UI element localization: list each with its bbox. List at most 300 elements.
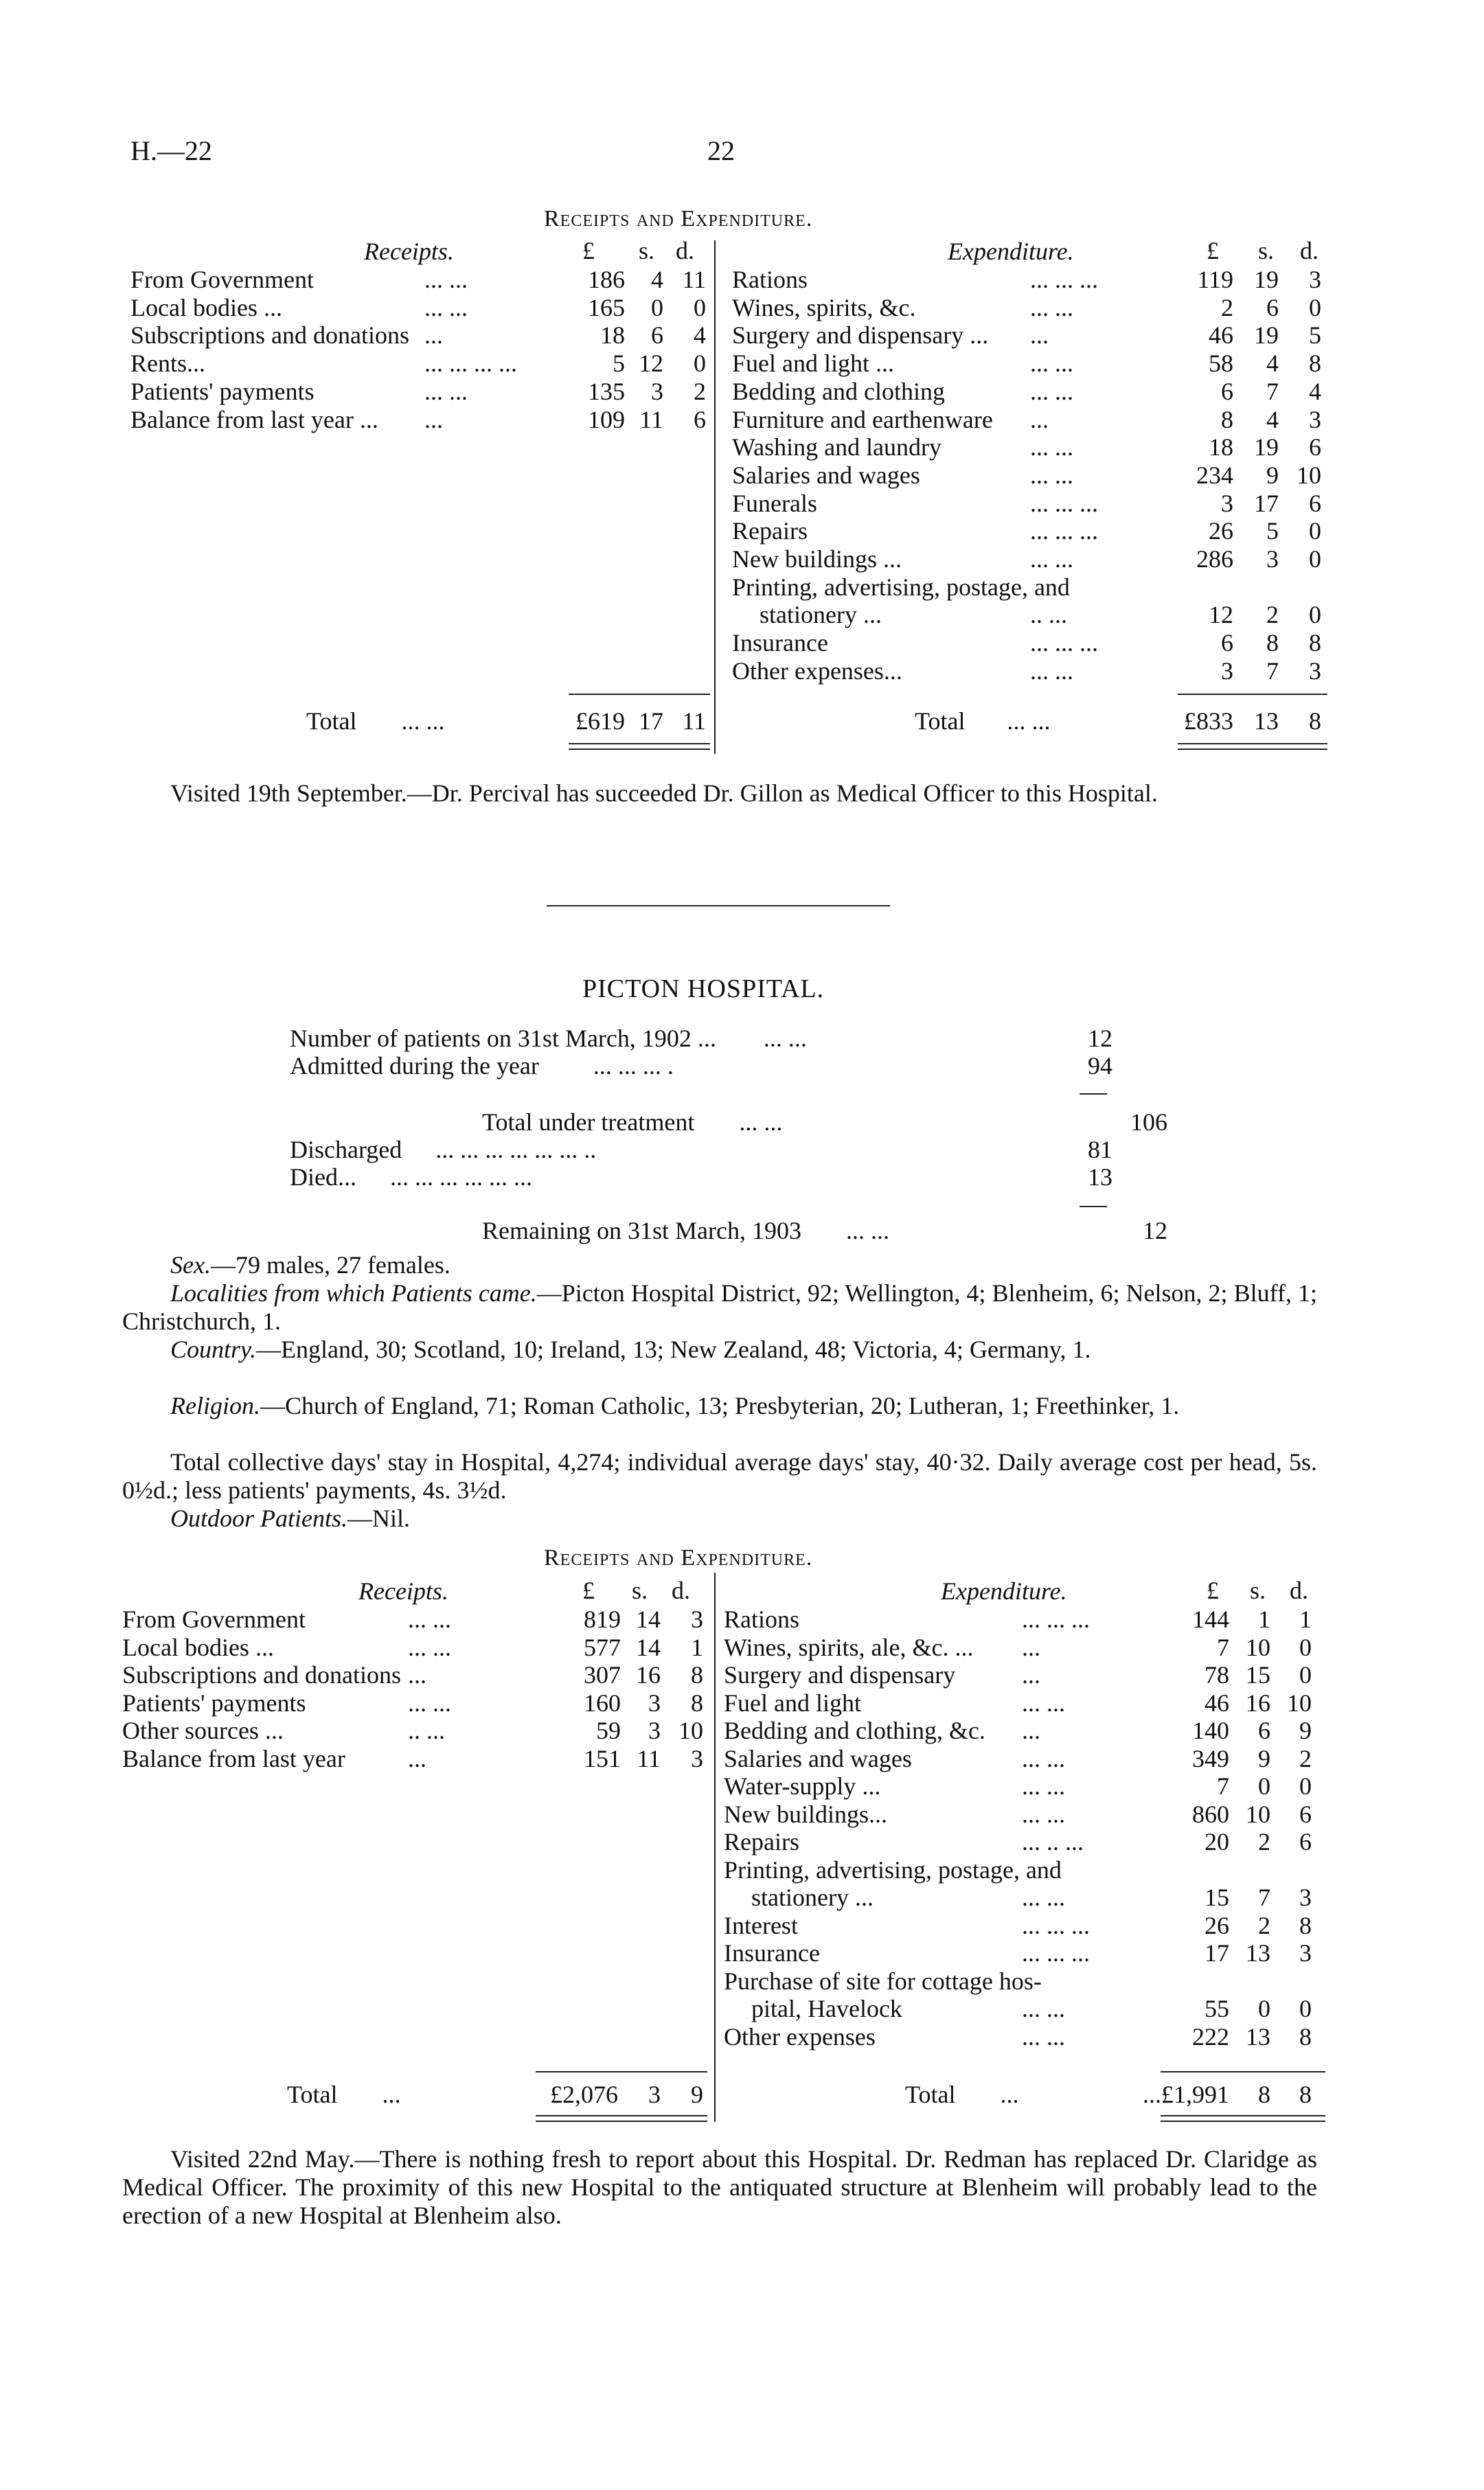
amount-shillings: 14 (636, 1633, 661, 1661)
amount-pence: 3 (691, 1744, 703, 1772)
ledger-row (732, 573, 1070, 601)
amount-shillings: 5 (1266, 517, 1279, 545)
col-pence: d. (1290, 1577, 1308, 1604)
col-pounds: £ (1207, 1577, 1219, 1604)
ledger-label: Patients' payments (122, 1689, 306, 1717)
hospital-title: PICTON HOSPITAL. (582, 974, 825, 1003)
ledger-row (724, 1661, 955, 1689)
ledger-row (724, 1772, 880, 1800)
ledger-label: Purchase of site for cottage hos- (724, 1967, 1042, 1995)
amount-pence: 3 (1309, 656, 1321, 685)
amount-pounds: 3 (1221, 489, 1233, 517)
religion-label: Religion. (170, 1392, 260, 1419)
country-paragraph (122, 1336, 1317, 1364)
ledger-row (724, 1689, 861, 1717)
amount-pence: 2 (694, 377, 706, 405)
ledger-dots: ... (408, 1744, 426, 1772)
ledger-dots: ... ... (1030, 350, 1073, 378)
amount-pence: 6 (1299, 1828, 1312, 1855)
ledger-dots: ... ... (1022, 1800, 1065, 1828)
amount-pounds: 2 (1221, 293, 1233, 321)
amount-shillings: 3 (648, 1689, 661, 1717)
country-text: —England, 30; Scotland, 10; Ireland, 13; New Zealand, 48; Victoria, 4; Germany, 1. (256, 1336, 1091, 1363)
stat-value: 13 (1088, 1163, 1112, 1191)
ledger-row (732, 294, 916, 321)
total-double-rule (1178, 743, 1327, 750)
ledger-label: Rations (732, 266, 808, 293)
expenditure-heading: Expenditure. (948, 238, 1074, 265)
amount-pence: 8 (1309, 350, 1321, 378)
page-reference: H.—22 (130, 135, 212, 166)
ledger-row (732, 517, 808, 545)
amount-shillings: 3 (1266, 545, 1279, 573)
ledger-row (122, 1689, 306, 1717)
total-dots: ... ... (401, 707, 445, 735)
ledger-label: Interest (724, 1911, 798, 1939)
sum-rule (1161, 2071, 1325, 2072)
amount-shillings: 6 (1266, 293, 1279, 321)
amount-pounds: 26 (1205, 1911, 1229, 1939)
stat-value: 106 (1130, 1108, 1167, 1136)
amount-shillings: 14 (636, 1606, 661, 1633)
ledger-label: Other sources ... (122, 1717, 284, 1744)
ledger-row (751, 1995, 902, 2022)
amount-shillings: 0 (1258, 1772, 1270, 1800)
stat-label: Remaining on 31st March, 1903 (482, 1217, 801, 1244)
amount-pence: 4 (1309, 377, 1321, 405)
col-pence: d. (672, 1577, 690, 1604)
amount-pounds: 46 (1209, 321, 1233, 350)
ledger-label: stationery ... (751, 1884, 874, 1911)
ledger-label: Local bodies ... (122, 1633, 274, 1661)
amount-shillings: 3 (651, 377, 663, 405)
ledger-row (122, 1717, 284, 1744)
amount-pounds: 3 (1221, 656, 1233, 685)
amount-pence: 0 (1299, 1633, 1312, 1661)
ledger-label: Furniture and earthenware (732, 405, 993, 433)
ledger-dots: ... ... ... (1030, 629, 1098, 657)
amount-shillings: 13 (1246, 2022, 1270, 2051)
amount-pence: 0 (694, 293, 706, 321)
sum-rule (1080, 1093, 1107, 1095)
ledger-row (724, 1939, 820, 1967)
amount-pounds: 5 (613, 350, 625, 378)
col-pounds: £ (1207, 237, 1219, 264)
ledger-row (760, 601, 882, 628)
amount-pounds: 140 (1192, 1717, 1229, 1744)
ledger-label: Water-supply ... (724, 1772, 881, 1800)
amount-pence: 8 (1309, 629, 1321, 657)
amount-pounds: 26 (1209, 517, 1233, 545)
ledger-label: Surgery and dispensary ... (732, 321, 989, 350)
amount-pence: 0 (1309, 517, 1321, 545)
amount-shillings: 4 (1266, 350, 1279, 378)
stat-label: Discharged (290, 1136, 402, 1163)
amount-pence: 9 (1299, 1717, 1312, 1744)
receipts-total-amount: £619 (575, 707, 625, 735)
ledger-label: Rents... (130, 350, 206, 378)
receipts-heading: Receipts. (364, 238, 454, 265)
ledger-label: stationery ... (760, 601, 882, 629)
col-pounds: £ (582, 1577, 595, 1604)
ledger-row (724, 1606, 799, 1633)
total-label: Total (905, 2081, 956, 2108)
amount-pounds: 860 (1192, 1800, 1229, 1828)
ledger-row (724, 1828, 799, 1855)
amount-pounds: 58 (1209, 350, 1233, 378)
ledger-dots: ... ... (1030, 377, 1073, 405)
ledger-dots: ... (424, 405, 443, 433)
stay-paragraph (122, 1448, 1317, 1505)
ledger-dots: ... ... (1030, 545, 1073, 573)
ledger-row (122, 1661, 401, 1689)
died-row (290, 1163, 532, 1191)
amount-pounds: 17 (1205, 1939, 1229, 1967)
section1-title: Receipts and Expenditure. (544, 206, 813, 231)
col-pence: d. (676, 237, 694, 264)
expenditure-total-shillings: 8 (1258, 2081, 1270, 2108)
amount-shillings: 9 (1258, 1744, 1270, 1772)
ledger-label: Fuel and light ... (732, 350, 894, 378)
amount-shillings: 7 (1266, 377, 1279, 405)
amount-pounds: 18 (600, 321, 625, 350)
amount-shillings: 19 (1254, 321, 1279, 350)
amount-pounds: 78 (1205, 1661, 1229, 1689)
ledger-row (732, 266, 808, 293)
column-divider (714, 240, 716, 754)
total-label: Total (306, 707, 357, 735)
expenditure-total-label (905, 2081, 1018, 2108)
stat-label: Number of patients on 31st March, 1902 ... (290, 1025, 716, 1052)
note-text: Visited 22nd May.—There is nothing fresh to report about this Hospital. Dr. Redman has replaced Dr. Claridge as Medical Officer. The proximity of this new Hospital to the antiquated structure at Blenheim will probably lead to the erection of a new Hospital at Blenheim also. (122, 2145, 1317, 2229)
ledger-label: Balance from last year ... (130, 405, 378, 433)
stat-dots: ... ... ... ... ... ... (389, 1163, 532, 1191)
ledger-dots: ... (1022, 1661, 1040, 1689)
section-separator (547, 905, 890, 906)
amount-pounds: 6 (1221, 377, 1233, 405)
amount-shillings: 2 (1266, 601, 1279, 629)
stay-text: Total collective days' stay in Hospital, 4,274; individual average days' stay, 40·32. Daily average cost per head, 5s. 0½d.; less patients' payments, 4s. 3½d. (122, 1448, 1317, 1504)
outdoor-paragraph (122, 1505, 1317, 1533)
ledger-row (130, 406, 378, 433)
total-double-rule (569, 743, 710, 750)
localities-paragraph (122, 1279, 1317, 1336)
amount-pence: 3 (1309, 266, 1321, 293)
amount-shillings (1232, 1856, 1270, 1884)
ledger-row (724, 1801, 887, 1828)
expenditure-total-amount: £833 (1184, 707, 1233, 735)
amount-pence: 8 (1299, 1911, 1312, 1939)
sex-label: Sex. (170, 1251, 211, 1279)
amount-pence: 3 (1299, 1884, 1312, 1911)
amount-pounds: 119 (1197, 266, 1233, 293)
total-double-rule (1161, 2115, 1325, 2122)
amount-pounds: 151 (584, 1744, 621, 1772)
ledger-dots: ... ... (1022, 1744, 1065, 1772)
section2-note (122, 2145, 1317, 2230)
amount-pence: 0 (1309, 545, 1321, 573)
ledger-label: Insurance (732, 629, 828, 657)
ledger-row (130, 266, 314, 293)
ledger-row (732, 461, 920, 489)
localities-label: Localities from which Patients came. (170, 1279, 537, 1307)
amount-pence: 11 (682, 266, 706, 293)
ledger-row (751, 1884, 874, 1911)
amount-pounds: 144 (1192, 1606, 1229, 1633)
stat-dots: ... ... ... . (593, 1052, 674, 1080)
sex-text: —79 males, 27 females. (210, 1251, 450, 1279)
amount-pounds (1177, 573, 1233, 601)
ledger-label: Washing and laundry (732, 433, 942, 461)
amount-shillings: 9 (1266, 461, 1279, 489)
ledger-row (130, 378, 314, 405)
ledger-label: Salaries and wages (732, 461, 920, 489)
amount-pence: 4 (694, 321, 706, 350)
amount-shillings (1232, 1967, 1270, 1995)
stat-dots: ... ... ... ... ... ... .. (435, 1136, 597, 1163)
ledger-row (732, 378, 945, 405)
ledger-label: Subscriptions and donations (130, 321, 409, 350)
ledger-dots: ... ... ... (1030, 489, 1098, 517)
stat-label: Admitted during the year (290, 1052, 539, 1080)
ledger-row (122, 1606, 306, 1633)
ledger-dots: ... ... (424, 377, 468, 405)
sum-rule (1080, 1206, 1107, 1207)
amount-shillings: 7 (1266, 656, 1279, 685)
section2-title: Receipts and Expenditure. (544, 1545, 813, 1570)
amount-pounds: 59 (596, 1717, 621, 1744)
ledger-label: New buildings ... (732, 545, 902, 573)
total-under-treatment (482, 1108, 782, 1136)
amount-pounds: 165 (588, 293, 625, 321)
sum-rule (569, 694, 710, 695)
ledger-row (732, 350, 894, 377)
stat-value: 12 (1088, 1025, 1112, 1052)
amount-pounds: 18 (1209, 433, 1233, 461)
ledger-row (732, 490, 817, 517)
ledger-label: Fuel and light (724, 1689, 861, 1717)
ledger-label: Repairs (732, 517, 808, 545)
ledger-dots: ... ... (1022, 2022, 1065, 2051)
ledger-label: Balance from last year (122, 1744, 345, 1772)
ledger-label: Other expenses (724, 2022, 876, 2051)
amount-pounds: 6 (1221, 629, 1233, 657)
total-dots: ... (1000, 2081, 1019, 2108)
receipts-total-label (287, 2081, 400, 2108)
amount-pence: 2 (1299, 1744, 1312, 1772)
amount-pounds: 20 (1205, 1828, 1229, 1855)
amount-shillings: 10 (1246, 1633, 1270, 1661)
ledger-dots: ... ... ... ... (424, 350, 517, 378)
amount-shillings: 0 (1258, 1995, 1270, 2022)
amount-pounds: 186 (588, 266, 625, 293)
ledger-dots: ... ... ... (1022, 1939, 1090, 1967)
ledger-dots: ... ... (1030, 461, 1073, 489)
ledger-dots: ... ... (424, 293, 468, 321)
receipts-total-shillings: 3 (648, 2081, 661, 2108)
ledger-row (122, 1634, 274, 1661)
amount-pounds: 55 (1205, 1995, 1229, 2022)
amount-pounds: 8 (1221, 405, 1233, 433)
ledger-row (732, 406, 993, 433)
amount-pence: 8 (691, 1661, 703, 1689)
ledger-row (732, 433, 941, 461)
amount-shillings: 13 (1246, 1939, 1270, 1967)
amount-pounds: 7 (1217, 1772, 1229, 1800)
ledger-dots: ... (1022, 1633, 1040, 1661)
amount-shillings: 19 (1254, 266, 1279, 293)
ledger-label: Insurance (724, 1939, 820, 1967)
ledger-dots: ... .. ... (1022, 1828, 1084, 1855)
amount-pounds: 46 (1205, 1689, 1229, 1717)
remaining-row (482, 1217, 889, 1244)
ledger-label: Rations (724, 1606, 800, 1633)
amount-shillings (1236, 573, 1279, 601)
ledger-label: Other expenses... (732, 656, 902, 685)
ledger-row (130, 294, 282, 321)
amount-shillings: 7 (1258, 1884, 1270, 1911)
ledger-dots: ... ... (408, 1633, 451, 1661)
col-shillings: s. (1250, 1577, 1266, 1604)
ledger-label: Patients' payments (130, 377, 315, 405)
ledger-dots: .. ... (1030, 601, 1067, 629)
ledger-row (724, 1856, 1062, 1884)
ledger-dots: ... ... (408, 1689, 451, 1717)
col-shillings: s. (632, 1577, 648, 1604)
ledger-dots: ... (1022, 1717, 1040, 1744)
ledger-label: Salaries and wages (724, 1744, 912, 1772)
amount-shillings: 8 (1266, 629, 1279, 657)
amount-pence: 0 (1309, 293, 1321, 321)
amount-shillings: 1 (1258, 1606, 1270, 1633)
amount-shillings: 4 (651, 266, 663, 293)
amount-pounds: 12 (1209, 601, 1233, 629)
amount-pence: 0 (694, 350, 706, 378)
receipts-total-shillings: 17 (639, 707, 663, 735)
ledger-dots: ... ... ... (1022, 1911, 1090, 1939)
amount-shillings: 10 (1246, 1800, 1270, 1828)
stat-label: Died... (290, 1163, 356, 1191)
expenditure-total-shillings: 13 (1254, 707, 1279, 735)
ledger-dots: ... ... (1030, 433, 1073, 461)
amount-pounds: 7 (1217, 1633, 1229, 1661)
amount-pence: 8 (691, 1689, 703, 1717)
expenditure-heading: Expenditure. (941, 1577, 1067, 1605)
ledger-row (724, 1717, 985, 1744)
ledger-dots: ... (1030, 321, 1049, 350)
stat-value: 94 (1088, 1052, 1112, 1080)
ledger-row (732, 629, 828, 656)
ledger-label: Printing, advertising, postage, and (724, 1855, 1062, 1884)
amount-shillings: 17 (1254, 489, 1279, 517)
ledger-dots: ... ... (1022, 1772, 1065, 1800)
amount-pence: 0 (1299, 1995, 1312, 2022)
ledger-row (724, 1634, 973, 1661)
ledger-label: Repairs (724, 1828, 799, 1855)
ledger-row (732, 321, 988, 349)
col-pence: d. (1300, 237, 1319, 264)
ledger-dots: ... (408, 1661, 426, 1689)
ledger-label: From Government (122, 1606, 306, 1633)
ledger-label: pital, Havelock (751, 1995, 902, 2022)
amount-pence: 6 (1299, 1800, 1312, 1828)
total-label: Total (287, 2081, 338, 2108)
column-divider (714, 1573, 716, 2122)
religion-text: —Church of England, 71; Roman Catholic, 13; Presbyterian, 20; Lutheran, 1; Freethinker, 1. (260, 1392, 1180, 1419)
total-dots: ... (382, 2081, 401, 2108)
amount-shillings: 3 (648, 1717, 661, 1744)
ledger-row (130, 350, 205, 377)
ledger-label: New buildings... (724, 1800, 887, 1828)
amount-pence (1280, 573, 1321, 601)
religion-paragraph (122, 1392, 1317, 1420)
stat-value: 12 (1143, 1217, 1167, 1244)
sex-paragraph (122, 1251, 1317, 1279)
stat-value: 81 (1088, 1136, 1112, 1163)
ledger-label: Local bodies ... (130, 293, 282, 321)
total-double-rule (536, 2115, 707, 2122)
stat-row (290, 1052, 674, 1080)
amount-shillings: 2 (1258, 1911, 1270, 1939)
amount-shillings: 19 (1254, 433, 1279, 461)
ledger-label: Bedding and clothing (732, 377, 945, 405)
stat-dots: ... ... (763, 1025, 807, 1052)
col-shillings: s. (639, 237, 655, 264)
stat-label: Total under treatment (482, 1108, 695, 1136)
col-shillings: s. (1258, 237, 1275, 264)
amount-pence: 1 (1299, 1606, 1312, 1633)
expenditure-total-amount: ...£1,991 (1143, 2081, 1229, 2108)
amount-pence: 0 (1309, 601, 1321, 629)
amount-shillings: 16 (1246, 1689, 1270, 1717)
receipts-total-label (306, 707, 444, 735)
amount-pence: 0 (1299, 1772, 1312, 1800)
amount-pounds: 577 (584, 1633, 621, 1661)
total-dots: ... ... (1007, 707, 1051, 735)
ledger-dots: ... ... (1030, 293, 1073, 321)
amount-pence: 3 (1299, 1939, 1312, 1967)
ledger-label: Bedding and clothing, &c. (724, 1717, 985, 1744)
amount-pence: 8 (1299, 2022, 1312, 2051)
amount-shillings: 15 (1246, 1661, 1270, 1689)
localities-text: —Picton Hospital District, 92; Wellington, 4; Blenheim, 6; Nelson, 2; Bluff, 1; Christchurch, 1. (122, 1279, 1317, 1335)
country-label: Country. (170, 1336, 257, 1363)
section1-note (122, 779, 1317, 808)
outdoor-text: —Nil. (347, 1505, 411, 1532)
receipts-total-amount: £2,076 (550, 2081, 618, 2108)
amount-pence: 6 (694, 405, 706, 433)
ledger-label: From Government (130, 266, 314, 293)
ledger-row (130, 321, 409, 349)
amount-pounds: 160 (584, 1689, 621, 1717)
page-number: 22 (707, 135, 735, 166)
ledger-row (732, 657, 902, 685)
ledger-dots: ... ... ... (1030, 266, 1098, 293)
ledger-dots: ... ... (1030, 656, 1073, 685)
ledger-label: Wines, spirits, ale, &c. ... (724, 1633, 974, 1661)
ledger-label: Subscriptions and donations (122, 1661, 401, 1689)
amount-pence (1273, 1967, 1312, 1995)
receipts-total-pence: 9 (691, 2081, 703, 2108)
amount-pounds (1173, 1856, 1229, 1884)
ledger-label: Funerals (732, 489, 817, 517)
ledger-dots: ... ... ... (1022, 1606, 1090, 1633)
amount-pence: 5 (1309, 321, 1321, 350)
ledger-dots: ... ... (408, 1606, 451, 1633)
ledger-dots: .. ... (408, 1717, 445, 1744)
amount-pounds: 234 (1196, 461, 1233, 489)
amount-pounds (1173, 1967, 1229, 1995)
